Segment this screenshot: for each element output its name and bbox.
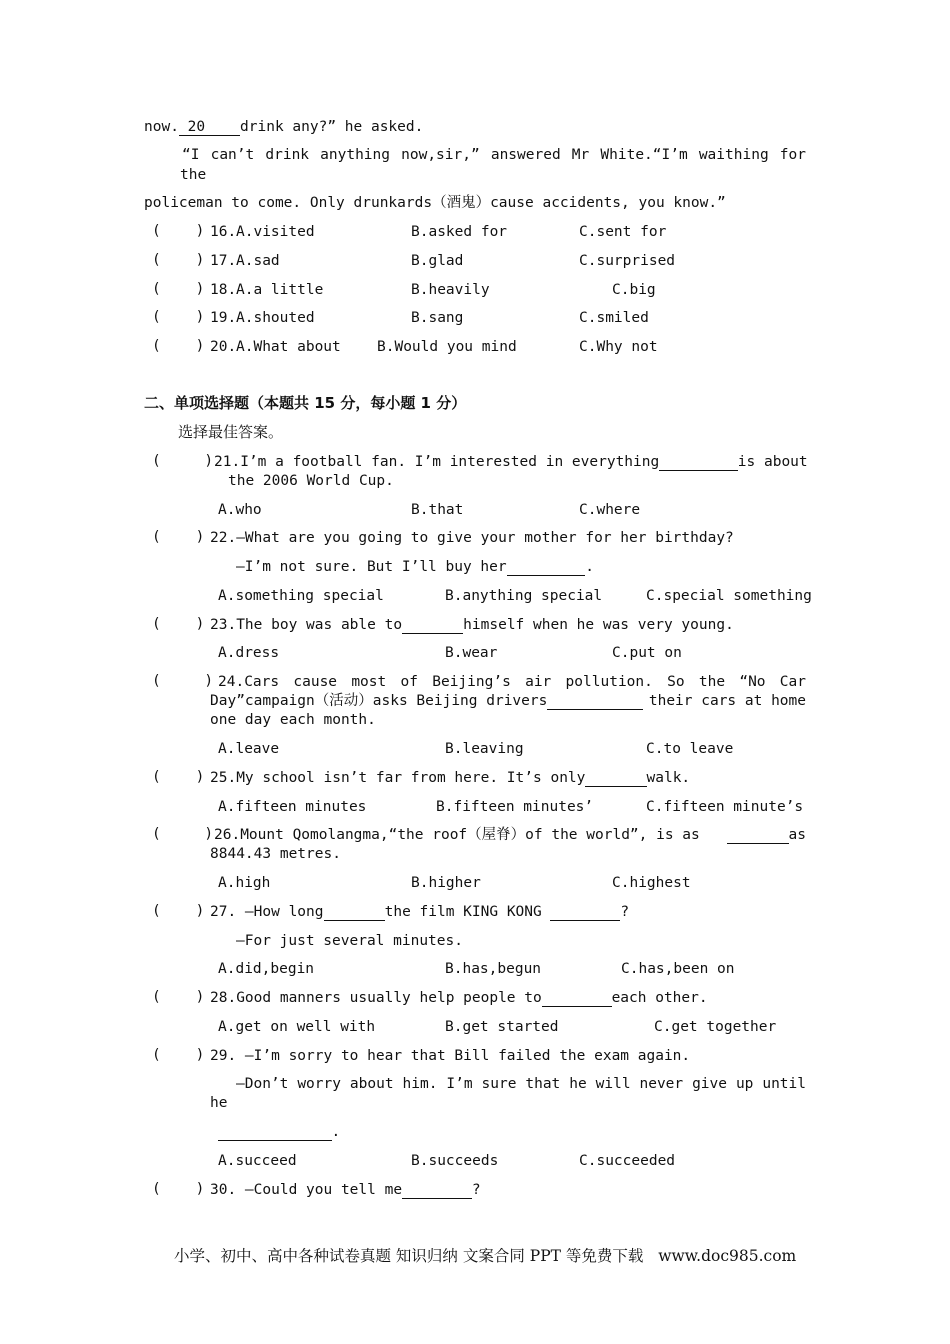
- question-stem: [210, 1181, 481, 1199]
- answer-paren[interactable]: ( ): [152, 309, 205, 325]
- option-a: A.who: [218, 502, 262, 518]
- option-b: B.fifteen minutes’: [436, 799, 594, 815]
- answer-blank: [507, 559, 586, 576]
- question-stem-cont: one day each month.: [210, 712, 376, 728]
- question-stem-cont: [210, 692, 806, 710]
- stem-text: .: [585, 559, 594, 575]
- option-a: A.get on well with: [218, 1019, 376, 1035]
- answer-paren[interactable]: ( ): [152, 616, 205, 632]
- answer-paren[interactable]: ( ): [152, 281, 205, 297]
- stem-text: ?: [471, 1182, 481, 1198]
- stem-text: 25.My school isn’t far from here. It’s only: [210, 770, 586, 786]
- option-b: B.succeeds: [411, 1153, 499, 1169]
- passage-text: drink any?” he asked.: [240, 119, 424, 135]
- stem-text: ?: [620, 904, 630, 920]
- section-instruction: 选择最佳答案。: [178, 423, 284, 441]
- stem-text: each other.: [611, 990, 708, 1006]
- question-stem-cont: —For just several minutes.: [236, 933, 463, 949]
- question-stem: [210, 769, 690, 787]
- answer-blank: [402, 617, 463, 634]
- question-stem: [210, 616, 734, 634]
- stem-text: 28.Good manners usually help people to: [210, 990, 542, 1006]
- option-a: A.sad: [236, 253, 280, 269]
- question-stem-cont: the 2006 World Cup.: [228, 473, 394, 489]
- question-stem: [210, 989, 708, 1007]
- option-b: B.wear: [445, 645, 498, 661]
- stem-text: —I’m not sure. But I’ll buy her: [236, 559, 507, 575]
- option-b: B.has,begun: [445, 961, 542, 977]
- question-stem: 29. —I’m sorry to hear that Bill failed the exam again.: [210, 1048, 691, 1064]
- option-c: C.sent for: [579, 224, 667, 240]
- option-c: C.surprised: [579, 253, 676, 269]
- option-a: A.What about: [236, 339, 341, 355]
- stem-text: 26.Mount Qomolangma,“the roof（屋脊）of the world”, is as: [214, 827, 709, 843]
- passage-line-4: policeman to come. Only drunkards（酒鬼）cause accidents, you know.”: [144, 195, 726, 211]
- section-heading: 二、单项选择题（本题共 15 分，每小题 1 分）: [144, 394, 467, 412]
- option-a: A.succeed: [218, 1153, 297, 1169]
- option-a: A.did,begin: [218, 961, 315, 977]
- option-a: A.fifteen minutes: [218, 799, 367, 815]
- option-c: C.to leave: [646, 741, 734, 757]
- question-stem: [214, 453, 806, 471]
- option-a: A.high: [218, 875, 271, 891]
- option-c: C.get together: [654, 1019, 777, 1035]
- page-footer: 小学、初中、高中各种试卷真题 知识归纳 文案合同 PPT 等免费下载 www.doc985.com: [174, 1247, 797, 1265]
- answer-blank: [585, 770, 646, 787]
- question-stem: 24.Cars cause most of Beijing’s air pollution. So the “No Car: [218, 674, 806, 690]
- blank-20: 20: [178, 119, 241, 135]
- answer-paren[interactable]: ( ): [152, 826, 214, 842]
- option-a: A.leave: [218, 741, 280, 757]
- question-number: 17.: [210, 253, 237, 269]
- option-b: B.that: [411, 502, 464, 518]
- answer-paren[interactable]: ( ): [152, 338, 205, 354]
- option-a: A.a little: [236, 282, 324, 298]
- option-b: B.sang: [411, 310, 464, 326]
- stem-text: their cars at home: [648, 693, 806, 709]
- option-c: C.where: [579, 502, 641, 518]
- answer-blank: [727, 827, 788, 844]
- question-stem-cont: —Don’t worry about him. I’m sure that he will never give up until: [236, 1076, 806, 1092]
- stem-text: .: [331, 1124, 341, 1140]
- passage-line-3: the: [180, 167, 207, 183]
- question-stem-cont: he: [210, 1095, 228, 1111]
- stem-text: is about: [737, 454, 808, 470]
- stem-text: himself when he was very young.: [463, 617, 734, 633]
- answer-blank: [324, 904, 385, 921]
- option-c: C.put on: [612, 645, 682, 661]
- option-c: C.big: [612, 282, 656, 298]
- stem-text: as: [788, 827, 806, 843]
- question-number: 19.: [210, 310, 237, 326]
- answer-blank: [547, 693, 643, 710]
- answer-paren[interactable]: ( ): [152, 903, 205, 919]
- option-b: B.heavily: [411, 282, 490, 298]
- stem-text: Day”campaign（活动）asks Beijing drivers: [210, 693, 548, 709]
- option-c: C.succeeded: [579, 1153, 676, 1169]
- stem-text: 27. —How long: [210, 904, 324, 920]
- passage-line-1: [144, 118, 423, 136]
- question-number: 20.: [210, 339, 237, 355]
- passage-line-2: “I can’t drink anything now,sir,” answered Mr White.“I’m waithing for: [182, 147, 806, 163]
- answer-paren[interactable]: ( ): [152, 453, 214, 469]
- option-b: B.asked for: [411, 224, 508, 240]
- stem-text: the film KING KONG: [384, 904, 551, 920]
- answer-paren[interactable]: ( ): [152, 1047, 205, 1063]
- answer-paren[interactable]: ( ): [152, 529, 205, 545]
- answer-blank: [218, 1124, 332, 1141]
- option-b: B.get started: [445, 1019, 559, 1035]
- question-stem-cont: [236, 558, 594, 576]
- answer-paren[interactable]: ( ): [152, 673, 214, 689]
- stem-text: 21.I’m a football fan. I’m interested in everything: [214, 454, 660, 470]
- answer-blank: [550, 904, 620, 921]
- answer-blank: [402, 1182, 472, 1199]
- option-a: A.shouted: [236, 310, 315, 326]
- question-stem: 22.—What are you going to give your mother for her birthday?: [210, 530, 734, 546]
- option-c: C.special something: [646, 588, 812, 604]
- answer-paren[interactable]: ( ): [152, 989, 205, 1005]
- option-b: B.glad: [411, 253, 464, 269]
- option-c: C.fifteen minute’s: [646, 799, 804, 815]
- stem-text: 30. —Could you tell me: [210, 1182, 403, 1198]
- stem-text: walk.: [646, 770, 691, 786]
- option-b: B.higher: [411, 875, 481, 891]
- option-a: A.something special: [218, 588, 384, 604]
- answer-paren[interactable]: ( ): [152, 769, 205, 785]
- question-number: 16.: [210, 224, 237, 240]
- passage-text: now.: [144, 119, 179, 135]
- stem-text: 23.The boy was able to: [210, 617, 403, 633]
- question-stem: [214, 826, 806, 844]
- option-c: C.smiled: [579, 310, 649, 326]
- question-number: 18.: [210, 282, 237, 298]
- answer-blank: [542, 990, 612, 1007]
- answer-paren[interactable]: ( ): [152, 252, 205, 268]
- option-c: C.Why not: [579, 339, 658, 355]
- option-a: A.dress: [218, 645, 280, 661]
- option-c: C.has,been on: [621, 961, 735, 977]
- answer-blank: [659, 454, 738, 471]
- option-b: B.anything special: [445, 588, 603, 604]
- option-b: B.Would you mind: [377, 339, 517, 355]
- answer-paren[interactable]: ( ): [152, 1181, 205, 1197]
- question-stem: [210, 903, 629, 921]
- question-stem-cont: [218, 1123, 340, 1141]
- option-c: C.highest: [612, 875, 691, 891]
- question-stem-cont: 8844.43 metres.: [210, 846, 341, 862]
- option-a: A.visited: [236, 224, 315, 240]
- option-b: B.leaving: [445, 741, 524, 757]
- answer-paren[interactable]: ( ): [152, 223, 205, 239]
